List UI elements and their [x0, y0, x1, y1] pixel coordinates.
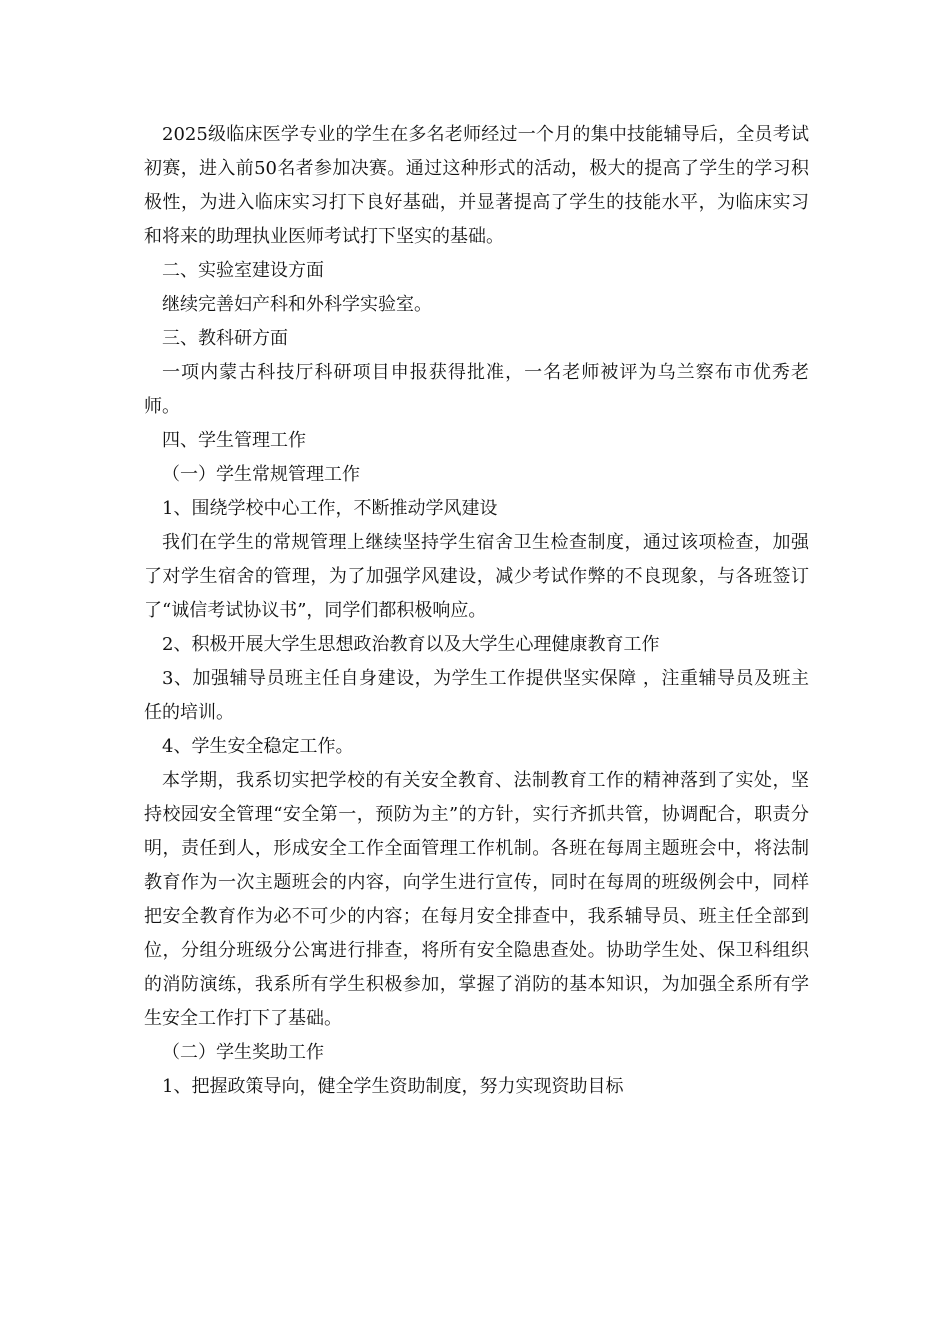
item-aid-policy: 1、把握政策导向，健全学生资助制度，努力实现资助目标 [162, 1076, 624, 1097]
paragraph-lab-construction: 继续完善妇产科和外科学实验室。 [162, 294, 432, 315]
item-political-education: 2、积极开展大学生思想政治教育以及大学生心理健康教育工作 [162, 634, 660, 655]
document-body [144, 118, 809, 1104]
heading-student-management: 四、学生管理工作 [162, 430, 306, 451]
paragraph-safety-work: 本学期，我系切实把学校的有关安全教育、法制教育工作的精神落到了实处，坚持校园安全管理“安全第一，预防为主”的方针，实行齐抓共管，协调配合，职责分明，责任到人，形成安全工作全面管理工作机制。各班在每周主题班会中，将法制教育作为一次主题班会的内容，向学生进行宣传，同时在每周的班级例会中，同样把安全教育作为必不可少的内容；在每月安全排查中，我系辅导员、班主任全部到位，分组分班级分公寓进行排查，将所有安全隐患查处。协助学生处、保卫科组织的消防演练，我系所有学生积极参加，掌握了消防的基本知识，为加强全系所有学生安全工作打下了基础。 [144, 770, 809, 1029]
item-study-style: 1、围绕学校中心工作，不断推动学风建设 [162, 498, 498, 519]
paragraph-skills-training: 2025级临床医学专业的学生在多名老师经过一个月的集中技能辅导后，全员考试初赛，进入前50名者参加决赛。通过这种形式的活动，极大的提高了学生的学习积极性，为进入临床实习打下良好基础，并显著提高了学生的技能水平，为临床实习和将来的助理执业医师考试打下坚实的基础。 [144, 124, 809, 247]
item-counselor-development: 3、加强辅导员班主任自身建设，为学生工作提供坚实保障 ，注重辅导员及班主任的培训。 [144, 668, 809, 723]
subheading-routine-management: （一）学生常规管理工作 [162, 464, 360, 485]
heading-lab-construction: 二、实验室建设方面 [162, 260, 324, 281]
heading-teaching-research: 三、教科研方面 [162, 328, 288, 349]
subheading-student-aid: （二）学生奖助工作 [162, 1042, 324, 1063]
item-safety-stability: 4、学生安全稳定工作。 [162, 736, 354, 757]
paragraph-dormitory-inspection: 我们在学生的常规管理上继续坚持学生宿舍卫生检查制度，通过该项检查，加强了对学生宿舍的管理，为了加强学风建设，减少考试作弊的不良现象，与各班签订了“诚信考试协议书”，同学们都积极响应。 [144, 532, 809, 621]
paragraph-teaching-research: 一项内蒙古科技厅科研项目申报获得批准，一名老师被评为乌兰察布市优秀老师。 [144, 362, 809, 417]
